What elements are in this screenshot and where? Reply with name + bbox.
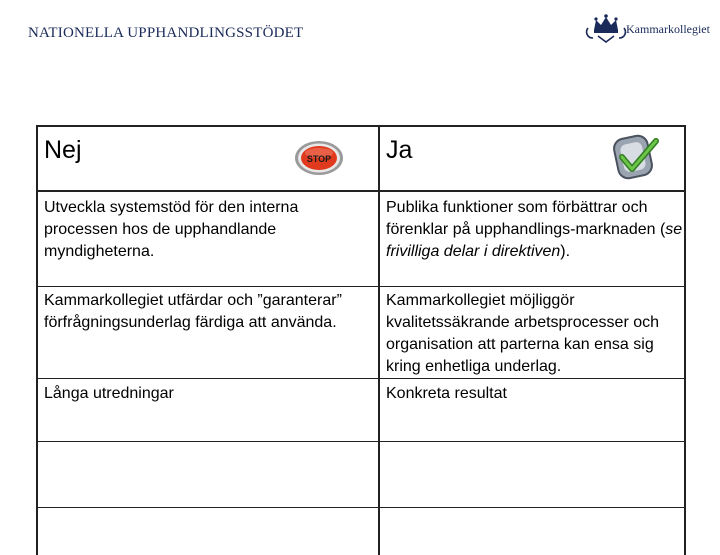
row-divider xyxy=(38,190,684,192)
row-divider xyxy=(38,286,684,287)
row1-ja-close: ). xyxy=(560,243,571,260)
kammarkollegiet-logo xyxy=(584,10,714,44)
row-divider xyxy=(38,378,684,379)
page-title: NATIONELLA UPPHANDLINGSSTÖDET xyxy=(28,25,304,41)
crown-icon xyxy=(584,10,628,44)
comparison-table xyxy=(36,125,686,555)
row1-ja-emphasis: se frivilliga delar i direktiven xyxy=(386,221,683,260)
column-header-ja: Ja xyxy=(386,136,413,164)
stop-sign-label: STOP xyxy=(306,154,332,164)
row1-nej-cell: Utveckla systemstöd för den interna processen hos de upphandlande myndigheterna. xyxy=(44,199,299,260)
column-header-nej: Nej xyxy=(44,136,82,164)
logo-text: Kammarkollegiet xyxy=(626,21,710,36)
row3-nej-cell: Långa utredningar xyxy=(44,385,174,402)
stop-sign-icon xyxy=(293,139,345,177)
row2-ja-cell: Kammarkollegiet möjliggör kvalitetssäkrande arbetsprocesser och organisation att parterna kan ensa sig kring enhetliga underlag. xyxy=(386,292,660,375)
row1-ja-text: Publika funktioner som förbättrar och förenklar på upphandlings-marknaden ( xyxy=(386,199,666,238)
checkmark-icon xyxy=(610,131,662,183)
row-divider xyxy=(38,441,684,442)
row1-ja-cell xyxy=(386,197,684,263)
row3-ja-cell: Konkreta resultat xyxy=(386,385,507,402)
row2-nej-cell: Kammarkollegiet utfärdar och ”garanterar” förfrågningsunderlag färdiga att använda. xyxy=(44,292,342,331)
row-divider xyxy=(38,507,684,508)
